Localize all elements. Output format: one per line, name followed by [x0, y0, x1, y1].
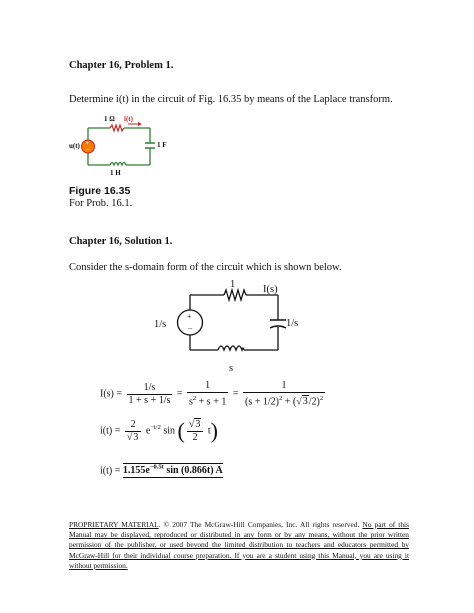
footer-text-2: No part of this Manual may be displayed, reproduced or distributed in any form or by any means, without the prior written permission of the publisher, or used beyond the limited distribution to teachers and educators permitted by McGraw-Hill for their individual course preparation. If you are a student using this Manual, you are using it without permission. — [69, 520, 409, 570]
footer-label: PROPRIETARY MATERIAL — [69, 520, 159, 529]
solution-heading: Chapter 16, Solution 1. — [69, 236, 173, 247]
equation-1: I(s) = $\frac{1/s}{1 + s + 1/s}$ = $\frac{1}{s^2 + s + 1}$ = $\frac{1}{(s + 1/2)^2 + (√3/2)^2}$ — [100, 380, 324, 408]
figure-subcaption: For Prob. 16.1. — [69, 198, 133, 209]
svg-text:−: − — [188, 324, 193, 333]
svg-text:+: + — [187, 312, 192, 321]
problem-heading: Chapter 16, Problem 1. — [69, 60, 174, 71]
figure-caption: Figure 16.35 — [69, 185, 131, 197]
problem-prompt: Determine i(t) in the circuit of Fig. 16.35 by means of the Laplace transform. — [69, 94, 393, 105]
inductor-symbol — [218, 346, 244, 350]
fig-resistor-label: 1 Ω — [104, 115, 115, 123]
fig-current-label: i(t) — [124, 115, 133, 123]
fig-inductor-label: 1 H — [110, 169, 121, 177]
sdomain-current-label: I(s) — [263, 284, 278, 295]
svg-text:−: − — [86, 147, 90, 154]
equation-2: i(t) = $\frac{2}{√3}$ $e^{-t/2}$ sin ( $\frac{√3}{2}$ t) — [100, 418, 218, 443]
sdomain-inductor-label: s — [229, 363, 234, 374]
fig-capacitor-label: 1 F — [157, 141, 167, 149]
solution-intro: Consider the s-domain form of the circuit which is shown below. — [69, 262, 342, 273]
sdomain-resistor-label: 1 — [230, 279, 236, 290]
sdomain-source-label: 1/s — [154, 319, 167, 330]
proprietary-footer — [69, 520, 409, 571]
sdomain-circuit — [170, 280, 300, 370]
resistor-symbol — [110, 125, 124, 131]
resistor-symbol — [224, 290, 246, 300]
sdomain-capacitor-label: 1/s — [286, 318, 299, 329]
fig-source-label: u(t) — [69, 142, 80, 150]
inductor-symbol — [110, 163, 126, 166]
equation-3: $i(t) = 1.155e^{-0.5t}$ sin (0.866t) A — [100, 464, 223, 477]
footer-text-1: . © 2007 The McGraw-Hill Companies, Inc. All rights reserved. — [158, 520, 360, 529]
svg-text:+: + — [85, 141, 90, 147]
